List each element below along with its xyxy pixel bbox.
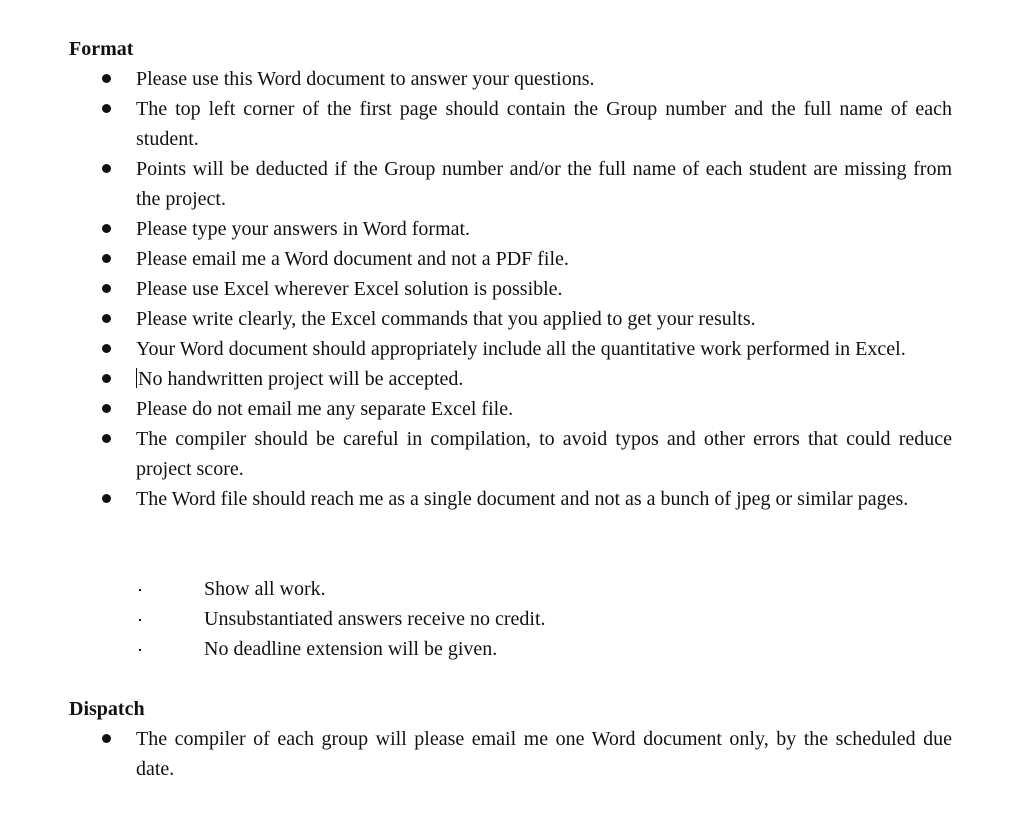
- list-item: [100, 424, 952, 484]
- list-item-text: Please use this Word document to answer your questions.: [136, 68, 595, 90]
- list-item-text: No handwritten project will be accepted.: [138, 368, 464, 390]
- sub-list-item-text: Show all work.: [204, 578, 326, 600]
- list-item: [100, 94, 952, 154]
- sub-list-item: [136, 634, 546, 664]
- list-item: [100, 64, 952, 94]
- list-item: [100, 274, 952, 304]
- list-item: [100, 724, 952, 784]
- bullet-dot-icon: [102, 494, 111, 503]
- bullet-dot-icon: [102, 104, 111, 113]
- list-item-text: The Word file should reach me as a single document and not as a bunch of jpeg or similar pages.: [136, 488, 909, 510]
- bullet-dot-icon: [102, 284, 111, 293]
- bullet-dot-icon: [102, 164, 111, 173]
- list-item-text: The top left corner of the first page should contain the Group number and the full name of each student.: [136, 98, 952, 150]
- sub-list-item-text: No deadline extension will be given.: [204, 638, 498, 660]
- list-item-text: Your Word document should appropriately include all the quantitative work performed in Excel.: [136, 338, 906, 360]
- sub-list-item-text: Unsubstantiated answers receive no credit.: [204, 608, 546, 630]
- sub-list-item: [136, 574, 546, 604]
- dispatch-bullet-list: [100, 724, 952, 784]
- text-cursor: [136, 368, 137, 388]
- list-item: [100, 214, 952, 244]
- list-item: [100, 154, 952, 214]
- list-item: [100, 244, 952, 274]
- format-heading: Format: [69, 38, 134, 60]
- bullet-dot-icon: [102, 74, 111, 83]
- format-sub-list: [136, 574, 546, 664]
- small-dot-icon: [139, 619, 141, 621]
- list-item: [100, 334, 952, 364]
- list-item-text: The compiler should be careful in compilation, to avoid typos and other errors that could reduce project score.: [136, 428, 952, 480]
- bullet-dot-icon: [102, 344, 111, 353]
- bullet-dot-icon: [102, 404, 111, 413]
- sub-list-item: [136, 604, 546, 634]
- list-item: [100, 484, 952, 514]
- list-item: [100, 364, 952, 394]
- bullet-dot-icon: [102, 224, 111, 233]
- list-item: [100, 304, 952, 334]
- list-item: [100, 394, 952, 424]
- list-item-text: Please write clearly, the Excel commands that you applied to get your results.: [136, 308, 756, 330]
- list-item-text: Please type your answers in Word format.: [136, 218, 471, 240]
- small-dot-icon: [139, 649, 141, 651]
- bullet-dot-icon: [102, 434, 111, 443]
- small-dot-icon: [139, 589, 141, 591]
- list-item-text: Please email me a Word document and not a PDF file.: [136, 248, 569, 270]
- bullet-dot-icon: [102, 314, 111, 323]
- list-item-text: Please do not email me any separate Excel file.: [136, 398, 514, 420]
- format-bullet-list: [100, 64, 952, 514]
- bullet-dot-icon: [102, 254, 111, 263]
- list-item-text: Points will be deducted if the Group number and/or the full name of each student are missing from the project.: [136, 158, 952, 210]
- dispatch-heading: Dispatch: [69, 698, 145, 720]
- bullet-dot-icon: [102, 374, 111, 383]
- list-item-text: The compiler of each group will please email me one Word document only, by the scheduled due date.: [136, 728, 952, 780]
- bullet-dot-icon: [102, 734, 111, 743]
- list-item-text: Please use Excel wherever Excel solution is possible.: [136, 278, 563, 300]
